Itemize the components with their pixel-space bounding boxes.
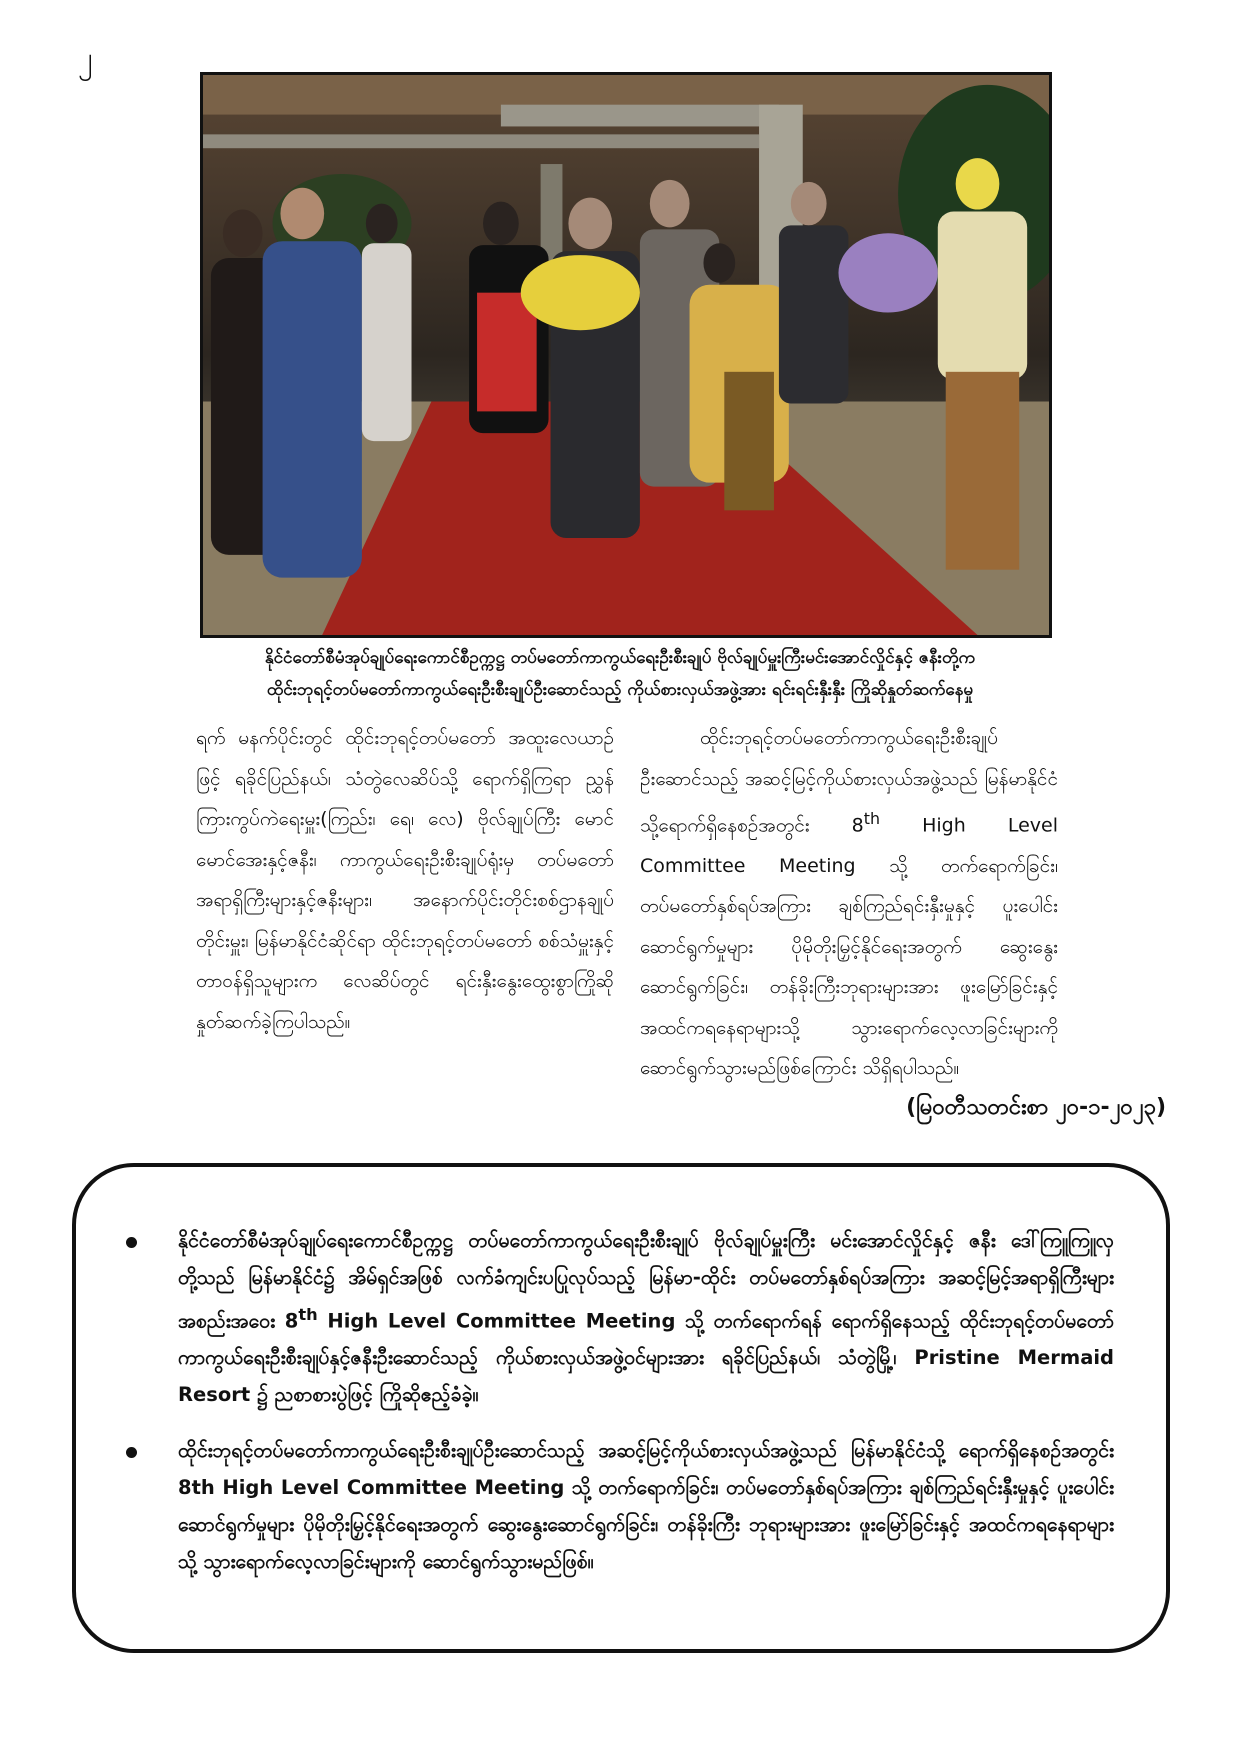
text-run: High Level Committee Meeting သို့ တက်ရောက်ရန် ရောက်ရှိနေသည့် ထိုင်းဘုရင့်တပ်မတော်ကာကွယ်ရေးဦးစီးချုပ်နှင့်ဇနီးဦးဆောင်သည့် ကိုယ်စားလှယ်အဖွဲ့ဝင်များအား ရခိုင်ပြည်နယ်၊ သံတွဲမြို့၊ Pristine Mermaid Resort ၌ ညစာစားပွဲဖြင့် ကြိုဆိုဧည့်ခံခဲ့။ xyxy=(178,1309,1114,1406)
ordinal-suffix: th xyxy=(863,809,881,828)
text-run: နိုင်ငံတော်စီမံအုပ်ချုပ်ရေးကောင်စီဥက္ကဋ္ဌ တပ်မတော်ကာကွယ်ရေးဦးစီးချုပ် ဗိုလ်ချုပ်မှူးကြီး မင်းအောင်လှိုင်နှင့် ဇနီး ဒေါ်ကြူကြူလှတို့သည် မြန်မာနိုင်ငံ၌ အိမ်ရှင်အဖြစ် လက်ခံကျင်းပပြုလုပ်သည့် မြန်မာ-ထိုင်း တပ်မတော်နှစ်ရပ်အကြား အဆင့်မြင့်အရာရှိကြီးများ အစည်းအဝေး 8 xyxy=(178,1229,1114,1333)
caption-line-2: ထိုင်းဘုရင့်တပ်မတော်ကာကွယ်ရေးဦးစီးချုပ်ဦးဆောင်သည့် ကိုယ်စားလှယ်အဖွဲ့အား ရင်းရင်းနှီးနှီး ကြိုဆိုနှုတ်ဆက်နေမှု xyxy=(266,680,974,700)
summary-item xyxy=(114,1433,1114,1580)
article-paragraph: ရက် မနက်ပိုင်းတွင် ထိုင်းဘုရင့်တပ်မတော် အထူးလေယာဉ်ဖြင့် ရခိုင်ပြည်နယ်၊ သံတွဲလေဆိပ်သို့ ရောက်ရှိကြရာ ညွှန်ကြားကွပ်ကဲရေးမှူး(ကြည်း၊ ရေ၊ လေ) ဗိုလ်ချုပ်ကြီး မောင်မောင်အေးနှင့်ဇနီး၊ ကာကွယ်ရေးဦးစီးချုပ်ရုံးမှ တပ်မတော်အရာရှိကြီးများနှင့်ဇနီးများ၊ အနောက်ပိုင်းတိုင်းစစ်ဌာနချုပ်တိုင်းမှူး၊ မြန်မာနိုင်ငံဆိုင်ရာ ထိုင်းဘုရင့်တပ်မတော် စစ်သံမှူးနှင့် တာဝန်ရှိသူများက လေဆိပ်တွင် ရင်းနှီးနွေးထွေးစွာကြိုဆိုနှုတ်ဆက်ခဲ့ကြပါသည်။ xyxy=(196,727,614,1033)
text-run: ထိုင်းဘုရင့်တပ်မတော်ကာကွယ်ရေးဦးစီးချုပ်ဦးဆောင်သည့် အဆင့်မြင့်ကိုယ်စားလှယ်အဖွဲ့သည် မြန်မာနိုင်ငံသို့ ရောက်ရှိနေစဉ်အတွင်း 8th High Level Committee Meeting သို့ တက်ရောက်ခြင်း၊ တပ်မတော်နှစ်ရပ်အကြား ချစ်ကြည်ရင်းနှီးမှုနှင့် ပူးပေါင်းဆောင်ရွက်မှုများ ပိုမိုတိုးမြှင့်နိုင်ရေးအတွက် ဆွေးနွေးဆောင်ရွက်ခြင်း၊ တန်ခိုးကြီး ဘုရားများအား ဖူးမြော်ခြင်းနှင့် အထင်ကရနေရာများသို့ သွားရောက်လေ့လာခြင်းများကို ဆောင်ရွက်သွားမည်ဖြစ်။ xyxy=(178,1439,1114,1573)
welcome-ceremony-photo xyxy=(203,75,1049,635)
news-photo xyxy=(200,72,1052,638)
caption-line-1: နိုင်ငံတော်စီမံအုပ်ချုပ်ရေးကောင်စီဥက္ကဋ္ဌ တပ်မတော်ကာကွယ်ရေးဦးစီးချုပ် ဗိုလ်ချုပ်မှူးကြီးမင်းအောင်လှိုင်နှင့် ဇနီးတို့က xyxy=(264,648,976,668)
summary-box xyxy=(72,1163,1170,1653)
bullet-icon xyxy=(126,1237,137,1248)
bullet-icon xyxy=(126,1447,137,1458)
ordinal-suffix: th xyxy=(298,1304,318,1324)
text-run: High Level Committee Meeting သို့ တက်ရောက်ခြင်း၊ တပ်မတော်နှစ်ရပ်အကြား ချစ်ကြည်ရင်းနှီးမှုနှင့် ပူးပေါင်းဆောင်ရွက်မှုများ ပိုမိုတိုးမြှင့်နိုင်ရေးအတွက် ဆွေးနွေးဆောင်ရွက်ခြင်း၊ တန်ခိုးကြီးဘုရားများအား ဖူးမြော်ခြင်းနှင့် အထင်ကရနေရာများသို့ သွားရောက်လေ့လာခြင်းများကို ဆောင်ရွက်သွားမည်ဖြစ်ကြောင်း သိရှိရပါသည်။ xyxy=(640,814,1058,1080)
article-left-column xyxy=(196,718,614,1042)
summary-item xyxy=(114,1223,1114,1413)
photo-caption xyxy=(120,642,1120,706)
summary-list xyxy=(114,1223,1114,1601)
article-paragraph xyxy=(640,718,1058,1089)
article-right-column xyxy=(640,718,1058,1089)
news-source: (မြဝတီသတင်းစာ ၂၀-၁-၂၀၂၃) xyxy=(906,1095,1166,1120)
text-run: ထိုင်းဘုရင့်တပ်မတော်ကာကွယ်ရေးဦးစီးချုပ်ဦးဆောင်သည့် အဆင့်မြင့်ကိုယ်စားလှယ်အဖွဲ့သည် မြန်မာနိုင်ငံသို့ရောက်ရှိနေစဉ်အတွင်း 8 xyxy=(640,727,1058,837)
page-number: ၂ xyxy=(78,41,93,76)
